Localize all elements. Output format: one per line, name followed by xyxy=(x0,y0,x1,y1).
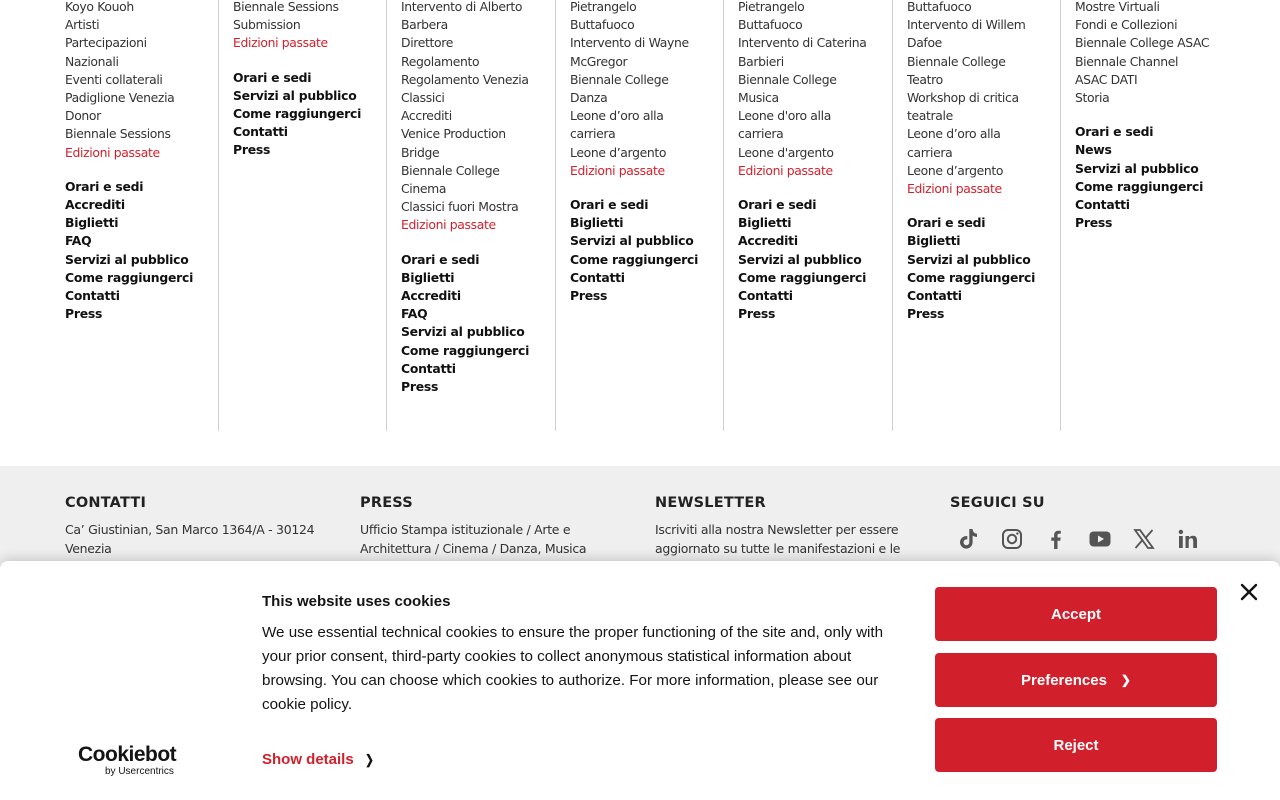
past-editions-link[interactable]: Edizioni passate xyxy=(570,162,665,178)
menu-link[interactable]: Buttafuoco xyxy=(570,17,635,33)
menu-link[interactable]: Leone d'argento xyxy=(738,144,834,160)
menu-link[interactable]: Storia xyxy=(1075,90,1110,106)
info-link[interactable]: Accrediti xyxy=(738,233,798,249)
show-details-link[interactable] xyxy=(262,751,375,768)
menu-link[interactable]: Teatro xyxy=(907,71,943,87)
info-link[interactable]: Servizi al pubblico xyxy=(65,251,189,267)
menu-column-3 xyxy=(386,0,529,431)
menu-link[interactable]: Barbieri xyxy=(738,53,784,69)
menu-link[interactable]: Biennale Sessions xyxy=(233,0,339,14)
close-icon[interactable] xyxy=(1238,581,1260,603)
info-link[interactable]: Orari e sedi xyxy=(233,69,312,85)
info-link[interactable]: Press xyxy=(1075,215,1113,231)
info-link[interactable]: Orari e sedi xyxy=(738,197,817,213)
menu-link[interactable]: Buttafuoco xyxy=(907,0,972,14)
contacts-section xyxy=(65,494,315,558)
past-editions-link[interactable]: Edizioni passate xyxy=(233,35,328,51)
info-link[interactable]: Come raggiungerci xyxy=(65,269,194,285)
info-link[interactable]: Servizi al pubblico xyxy=(570,233,694,249)
instagram-icon[interactable] xyxy=(999,526,1025,552)
menu-link[interactable]: Intervento di Caterina xyxy=(738,35,867,51)
menu-link[interactable]: Nazionali xyxy=(65,53,119,69)
social-section xyxy=(950,494,1200,512)
menu-column-1 xyxy=(65,0,193,323)
menu-column-4 xyxy=(555,0,698,431)
menu-link[interactable]: carriera xyxy=(738,126,784,142)
menu-link[interactable]: Classici fuori Mostra xyxy=(401,199,519,215)
newsletter-text: Iscriviti alla nostra Newsletter per essere aggiornato su tutte le manifestazioni e le xyxy=(655,522,901,556)
past-editions-link[interactable]: Edizioni passate xyxy=(738,162,833,178)
cookiebot-logo xyxy=(78,744,176,778)
info-link[interactable]: Servizi al pubblico xyxy=(233,87,357,103)
menu-column-2 xyxy=(218,0,361,431)
menu-column-7 xyxy=(1060,0,1209,431)
accept-button[interactable] xyxy=(935,587,1217,641)
contacts-heading: CONTATTI xyxy=(65,495,147,511)
linkedin-icon[interactable] xyxy=(1175,526,1201,552)
info-link[interactable]: Contatti xyxy=(1075,197,1130,213)
menu-link[interactable]: Padiglione Venezia xyxy=(65,90,175,106)
spacer xyxy=(233,53,361,69)
menu-link[interactable]: Direttore xyxy=(401,35,454,51)
press-heading: PRESS xyxy=(360,495,413,511)
x-icon[interactable] xyxy=(1131,526,1157,552)
menu-column-5 xyxy=(723,0,867,431)
info-link[interactable]: Come raggiungerci xyxy=(738,269,867,285)
info-link[interactable]: FAQ xyxy=(65,233,92,249)
info-link[interactable]: Biglietti xyxy=(570,215,624,231)
preferences-button[interactable] xyxy=(935,653,1217,707)
social-heading: SEGUICI SU xyxy=(950,495,1045,511)
menu-link[interactable]: Barbera xyxy=(401,17,448,33)
past-editions-link[interactable]: Edizioni passate xyxy=(65,144,160,160)
press-section xyxy=(360,494,610,558)
youtube-icon[interactable] xyxy=(1087,526,1113,552)
info-link[interactable]: Orari e sedi xyxy=(570,197,649,213)
info-link[interactable]: Press xyxy=(65,306,103,322)
info-link[interactable]: Biglietti xyxy=(65,215,119,231)
info-link[interactable]: Contatti xyxy=(907,288,962,304)
menu-link[interactable]: Pietrangelo xyxy=(738,0,805,14)
past-editions-link[interactable]: Edizioni passate xyxy=(401,217,496,233)
cookiebot-brand: Cookiebot xyxy=(78,743,177,766)
menu-link[interactable]: McGregor xyxy=(570,53,628,69)
info-link[interactable]: Contatti xyxy=(738,288,793,304)
spacer xyxy=(570,180,698,196)
info-link[interactable]: Servizi al pubblico xyxy=(401,324,525,340)
menu-link[interactable]: Leone d'oro alla xyxy=(738,108,831,124)
info-link[interactable]: Orari e sedi xyxy=(1075,124,1154,140)
menu-link[interactable]: Intervento di Alberto xyxy=(401,0,523,14)
menu-link[interactable]: Koyo Kouoh xyxy=(65,0,134,14)
info-link[interactable]: Press xyxy=(401,379,439,395)
info-link[interactable]: Come raggiungerci xyxy=(907,269,1036,285)
menu-link[interactable]: Cinema xyxy=(401,181,447,197)
info-link[interactable]: Come raggiungerci xyxy=(401,342,530,358)
press-text[interactable]: Ufficio Stampa istituzionale / Arte e Architettura / Cinema / Danza, Musica xyxy=(360,522,587,556)
menu-link[interactable]: Artisti xyxy=(65,17,100,33)
menu-link[interactable]: Intervento di Wayne xyxy=(570,35,689,51)
info-link[interactable]: Press xyxy=(907,306,945,322)
cookie-text: We use essential technical cookies to ensure the proper functioning of the site and, only with your prior consent, third-party cookies to collect anonymous statistical information about browsing. You can choose which cookies to authorize. For more information, please see our cookie policy. xyxy=(262,624,884,713)
info-link[interactable]: Come raggiungerci xyxy=(233,106,362,122)
newsletter-section xyxy=(655,494,905,558)
facebook-icon[interactable] xyxy=(1043,526,1069,552)
spacer xyxy=(907,198,1035,214)
menu-link[interactable]: Musica xyxy=(738,90,779,106)
cookie-title: This website uses cookies xyxy=(262,593,451,610)
info-link[interactable]: Contatti xyxy=(570,269,625,285)
menu-link[interactable]: Pietrangelo xyxy=(570,0,637,14)
menu-link[interactable]: Leone d’oro alla xyxy=(907,126,1001,142)
menu-link[interactable]: carriera xyxy=(907,144,953,160)
info-link[interactable]: Press xyxy=(738,306,776,322)
menu-link[interactable]: Dafoe xyxy=(907,35,942,51)
menu-link[interactable]: Leone d’argento xyxy=(907,162,1004,178)
menu-link[interactable]: Biennale Channel xyxy=(1075,53,1179,69)
info-link[interactable]: Accrediti xyxy=(65,197,125,213)
show-details-label: Show details xyxy=(262,751,354,768)
info-link[interactable]: Press xyxy=(570,288,608,304)
menu-link[interactable]: Partecipazioni xyxy=(65,35,147,51)
chevron-right-icon: ❯ xyxy=(1120,673,1131,687)
info-link[interactable]: Come raggiungerci xyxy=(1075,178,1204,194)
info-link[interactable]: FAQ xyxy=(401,306,428,322)
menu-link[interactable]: Biennale College ASAC xyxy=(1075,35,1210,51)
menu-link[interactable]: Mostre Virtuali xyxy=(1075,0,1160,14)
menu-column-6 xyxy=(892,0,1035,431)
menu-link[interactable]: Biennale College xyxy=(570,71,669,87)
menu-link[interactable]: Donor xyxy=(65,108,101,124)
menu-link[interactable]: Biennale College xyxy=(401,162,500,178)
social-links xyxy=(955,526,1201,552)
info-link[interactable]: Servizi al pubblico xyxy=(1075,160,1199,176)
spacer xyxy=(1075,107,1209,123)
menu-link[interactable]: Venice Production xyxy=(401,126,506,142)
info-link[interactable]: Servizi al pubblico xyxy=(907,251,1031,267)
info-link[interactable]: Biglietti xyxy=(907,233,961,249)
menu-link[interactable]: Accrediti xyxy=(401,108,452,124)
chevron-right-icon: ❯ xyxy=(364,751,374,767)
menu-link[interactable]: Bridge xyxy=(401,144,440,160)
info-link[interactable]: Orari e sedi xyxy=(401,251,480,267)
menu-link[interactable]: ASAC DATI xyxy=(1075,71,1138,87)
info-link[interactable]: Orari e sedi xyxy=(65,178,144,194)
info-link[interactable]: Come raggiungerci xyxy=(570,251,699,267)
info-link[interactable]: Biglietti xyxy=(401,269,455,285)
menu-link[interactable]: Biennale Sessions xyxy=(65,126,171,142)
info-link[interactable]: Accrediti xyxy=(401,288,461,304)
menu-link[interactable]: Fondi e Collezioni xyxy=(1075,17,1178,33)
info-link[interactable]: Press xyxy=(233,142,271,158)
past-editions-link[interactable]: Edizioni passate xyxy=(907,181,1002,197)
menu-link[interactable]: Leone d’oro alla xyxy=(570,108,664,124)
preferences-label: Preferences xyxy=(1021,671,1107,689)
info-link[interactable]: Contatti xyxy=(401,360,456,376)
info-link[interactable]: Servizi al pubblico xyxy=(738,251,862,267)
menu-link[interactable]: Buttafuoco xyxy=(738,17,803,33)
cookie-banner xyxy=(0,561,1280,800)
spacer xyxy=(738,180,867,196)
info-link[interactable]: Contatti xyxy=(233,124,288,140)
spacer xyxy=(65,162,193,178)
reject-button[interactable] xyxy=(935,718,1217,772)
menu-link[interactable]: Eventi collaterali xyxy=(65,71,163,87)
menu-link[interactable]: teatrale xyxy=(907,108,953,124)
info-link[interactable]: Orari e sedi xyxy=(907,215,986,231)
menu-link[interactable]: Biennale College xyxy=(907,53,1006,69)
tiktok-icon[interactable] xyxy=(955,526,981,552)
info-link[interactable]: Biglietti xyxy=(738,215,792,231)
info-link[interactable]: News xyxy=(1075,142,1112,158)
menu-link[interactable]: carriera xyxy=(570,126,616,142)
reject-label: Reject xyxy=(1053,736,1099,754)
menu-link[interactable]: Regolamento xyxy=(401,53,480,69)
spacer xyxy=(401,235,529,251)
cookiebot-sub: by Usercentrics xyxy=(105,766,174,777)
menu-link[interactable]: Workshop di critica xyxy=(907,90,1019,106)
menu-link[interactable]: Regolamento Venezia xyxy=(401,71,529,87)
menu-link[interactable]: Biennale College xyxy=(738,71,837,87)
menu-link[interactable]: Intervento di Willem xyxy=(907,17,1026,33)
accept-label: Accept xyxy=(1050,605,1102,623)
menu-link[interactable]: Submission xyxy=(233,17,301,33)
contacts-address: Ca’ Giustinian, San Marco 1364/A - 30124 Venezia xyxy=(65,522,315,556)
newsletter-heading: NEWSLETTER xyxy=(655,495,766,511)
menu-link[interactable]: Leone d’argento xyxy=(570,144,667,160)
info-link[interactable]: Contatti xyxy=(65,288,120,304)
menu-link[interactable]: Danza xyxy=(570,90,608,106)
menu-link[interactable]: Classici xyxy=(401,90,445,106)
